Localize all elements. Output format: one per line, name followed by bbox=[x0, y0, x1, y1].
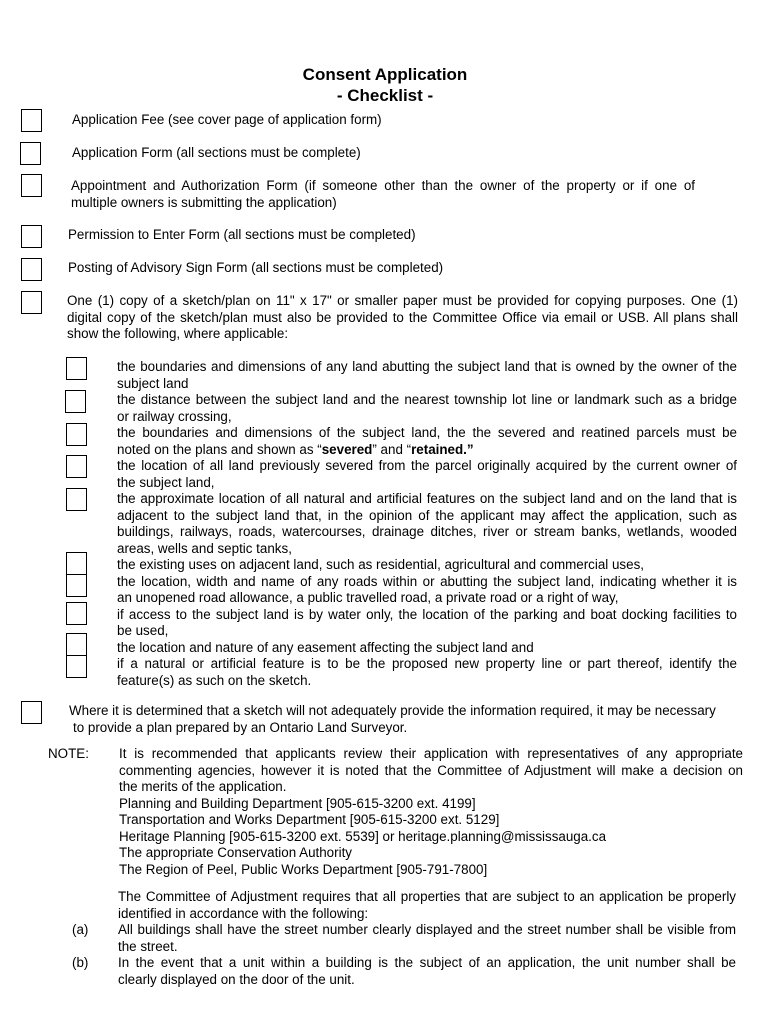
sub-item-line: subject land bbox=[117, 375, 189, 391]
item-land-surveyor-line: Where it is determined that a sketch will not adequately provide the information required, it may be necessary bbox=[69, 703, 716, 718]
contact-conservation: The appropriate Conservation Authority bbox=[119, 845, 352, 860]
requirements-line: identified in accordance with the following: bbox=[118, 905, 369, 921]
req-a-line: the street. bbox=[118, 938, 178, 954]
sub-item-line: if access to the subject land is by water only, the location of the parking and boat docking facilities to bbox=[117, 606, 737, 622]
item-sketch-plan-line: show the following, where applicable: bbox=[67, 326, 289, 341]
checkbox-sub-property-line[interactable] bbox=[66, 655, 87, 678]
checkbox-sub-adjacent-uses[interactable] bbox=[66, 552, 87, 575]
sub-item-line: the location of all land previously severed from the parcel originally acquired by the current owner of bbox=[117, 458, 737, 473]
sub-item-line: be used, bbox=[117, 623, 169, 638]
requirements-paragraph bbox=[118, 889, 736, 922]
req-a-text bbox=[118, 922, 736, 955]
sub-item-text: ” and “ bbox=[372, 441, 412, 457]
sub-item-line-severed-retained bbox=[117, 442, 737, 459]
item-advisory-sign: Posting of Advisory Sign Form (all sections must be completed) bbox=[68, 260, 444, 275]
sub-item-line: the approximate location of all natural and artificial features on the subject land and on the land that is bbox=[117, 491, 737, 506]
contact-region-peel: The Region of Peel, Public Works Department [905-791-7800] bbox=[119, 861, 488, 877]
sub-item-text: noted on the plans and shown as “ bbox=[117, 441, 322, 457]
item-authorization-form bbox=[71, 178, 695, 211]
checkbox-land-surveyor[interactable] bbox=[21, 701, 42, 724]
contact-planning: Planning and Building Department [905-615-3200 ext. 4199] bbox=[119, 795, 476, 811]
severed-label: severed bbox=[321, 441, 373, 457]
req-b-label: (b) bbox=[72, 955, 89, 970]
sub-items-list bbox=[117, 359, 737, 689]
checkbox-permission-to-enter[interactable] bbox=[21, 225, 42, 248]
sub-item-line: areas, wells and septic tanks, bbox=[117, 540, 292, 556]
checkbox-sub-severed-retained[interactable] bbox=[66, 423, 87, 446]
item-land-surveyor bbox=[69, 703, 716, 736]
note-label: NOTE: bbox=[48, 746, 89, 761]
checkbox-advisory-sign[interactable] bbox=[21, 258, 42, 281]
item-sketch-plan-line: One (1) copy of a sketch/plan on 11" x 17" or smaller paper must be provided for copying purposes. One (1) bbox=[67, 293, 738, 308]
item-application-form: Application Form (all sections must be complete) bbox=[72, 145, 361, 160]
checkbox-sub-abutting-land[interactable] bbox=[66, 357, 87, 380]
checkbox-sub-previously-severed[interactable] bbox=[66, 455, 87, 478]
retained-label: retained.” bbox=[411, 441, 474, 457]
req-b-line: In the event that a unit within a building is the subject of an application, the unit number shall be bbox=[118, 955, 736, 970]
sub-item-line: feature(s) as such on the sketch. bbox=[117, 672, 312, 688]
sub-item-line: the location and nature of any easement affecting the subject land and bbox=[117, 639, 534, 655]
checkbox-sketch-plan[interactable] bbox=[21, 291, 42, 314]
checkbox-application-fee[interactable] bbox=[21, 109, 42, 132]
sub-item-line: the subject land, bbox=[117, 474, 215, 490]
sub-item-line: the boundaries and dimensions of any land abutting the subject land that is owned by the owner of the bbox=[117, 359, 737, 374]
note-line: commenting agencies, however it is noted that the Committee of Adjustment will make a decision on bbox=[119, 762, 743, 778]
sub-item-line: or railway crossing, bbox=[117, 408, 232, 424]
sub-item-line: if a natural or artificial feature is to be the proposed new property line or part thereof, identify the bbox=[117, 656, 737, 671]
checkbox-sub-roads[interactable] bbox=[66, 574, 87, 597]
document-subtitle: - Checklist - bbox=[336, 86, 434, 105]
sub-item-line: the boundaries and dimensions of the subject land, the the severed and reatined parcels must be bbox=[117, 425, 737, 440]
req-b-text bbox=[118, 955, 736, 988]
requirements-line: The Committee of Adjustment requires that all properties that are subject to an application be properly bbox=[118, 889, 736, 904]
note-line: It is recommended that applicants review their application with representatives of any appropriate bbox=[119, 746, 743, 761]
checkbox-sub-easement[interactable] bbox=[66, 633, 87, 656]
checkbox-sub-distance[interactable] bbox=[65, 390, 86, 413]
item-application-fee: Application Fee (see cover page of application form) bbox=[72, 112, 382, 127]
sub-item-line: buildings, railways, roads, watercourses, drainage ditches, river or stream banks, wetlands, wooded bbox=[117, 524, 737, 539]
checkbox-authorization-form[interactable] bbox=[21, 174, 42, 197]
item-land-surveyor-line: to provide a plan prepared by an Ontario Land Surveyor. bbox=[73, 719, 408, 735]
checkbox-sub-features[interactable] bbox=[66, 488, 87, 511]
checkbox-application-form[interactable] bbox=[20, 142, 41, 165]
req-a-label: (a) bbox=[72, 922, 89, 937]
document-title: Consent Application bbox=[302, 65, 468, 84]
item-sketch-plan bbox=[67, 293, 738, 343]
sub-item-line: the existing uses on adjacent land, such as residential, agricultural and commercial uses, bbox=[117, 557, 644, 572]
sub-item-line: adjacent to the subject land that, in the opinion of the applicant may affect the application, such as bbox=[117, 507, 737, 523]
sub-item-line: the location, width and name of any roads within or abutting the subject land, indicating whether it is bbox=[117, 573, 737, 589]
item-authorization-form-line: multiple owners is submitting the application) bbox=[71, 194, 337, 210]
sub-item-line: an unopened road allowance, a public travelled road, a private road or a right of way, bbox=[117, 590, 619, 605]
contact-transportation: Transportation and Works Department [905-615-3200 ext. 5129] bbox=[119, 812, 500, 827]
item-authorization-form-line: Appointment and Authorization Form (if someone other than the owner of the property or if one of bbox=[71, 178, 695, 193]
sub-item-line: the distance between the subject land and the nearest township lot line or landmark such as a bridge bbox=[117, 392, 737, 407]
checkbox-sub-water-access[interactable] bbox=[66, 602, 87, 625]
req-b-line: clearly displayed on the door of the unit. bbox=[118, 971, 355, 987]
req-a-line: All buildings shall have the street number clearly displayed and the street number shall be visible from bbox=[118, 922, 736, 937]
item-permission-to-enter: Permission to Enter Form (all sections must be completed) bbox=[68, 227, 416, 242]
note-body bbox=[119, 746, 743, 878]
contact-heritage: Heritage Planning [905-615-3200 ext. 5539] or heritage.planning@mississauga.ca bbox=[119, 828, 607, 844]
item-sketch-plan-line: digital copy of the sketch/plan must also be provided to the Committee Office via email or USB. All plans shall bbox=[67, 309, 738, 325]
note-line: the merits of the application. bbox=[119, 779, 287, 794]
